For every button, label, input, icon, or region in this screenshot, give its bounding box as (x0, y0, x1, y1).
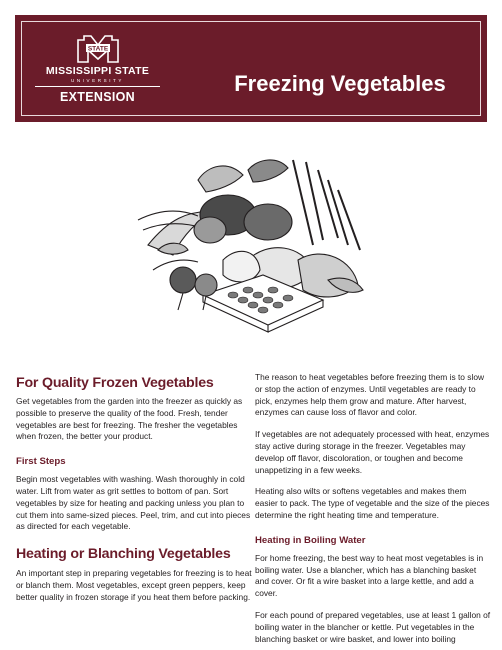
subheading-boiling-water: Heating in Boiling Water (255, 534, 366, 546)
paragraph-heat-processing: If vegetables are not adequately processed with heat, enzymes stay active during storage in the freezer. Vegetables may develop off flavor, discoloration, or toughen and become unappetizing in a few weeks. (255, 429, 490, 475)
header-banner (15, 15, 487, 122)
paragraph-blanching: An important step in preparing vegetables for freezing is to heat or blanch them. Most vegetables, except green peppers, keep better quality in frozen storage if you heat them before packing. (16, 568, 252, 602)
subheading-first-steps: First Steps (16, 456, 66, 468)
paragraph-per-pound: For each pound of prepared vegetables, use at least 1 gallon of boiling water in the blancher or kettle. Put vegetables in the blanching basket or wire basket, and lower into boiling (255, 609, 491, 644)
org-university: UNIVERSITY (70, 78, 124, 83)
msu-m-logo-icon (77, 35, 119, 63)
paragraph-home-freezing: For home freezing, the best way to heat most vegetables is in boiling water. Use a blancher, which has a blanching basket and cover. Or fit a wire basket into a large kettle, and add a cover. (255, 552, 484, 599)
left-column (16, 372, 252, 604)
msu-extension-logo[interactable] (35, 35, 160, 121)
logo-state-text: STATE (87, 45, 109, 53)
vegetable-basket-illustration-icon (128, 150, 378, 350)
section-heading-quality: For Quality Frozen Vegetables (16, 375, 214, 391)
org-division: EXTENSION (60, 90, 135, 104)
logo-divider (35, 86, 160, 87)
paragraph-quality: Get vegetables from the garden into the freezer as quickly as possible to preserve the quality of the food. Fresh, tender vegetables are best for freezing. The fresher the vegetables when frozen, the better your product. (16, 396, 243, 442)
section-heading-blanching: Heating or Blanching Vegetables (16, 546, 231, 563)
right-column (255, 372, 491, 645)
paragraph-wilting: Heating also wilts or softens vegetables and makes them easier to pack. The type of vegetable and the size of the pieces determine the right heating time and temperature. (255, 486, 490, 520)
paragraph-enzymes: The reason to heat vegetables before freezing them is to slow or stop the action of enzymes. Until vegetables are ready to pick, enzymes help them grow and mature. After harvest, enzymes can cause loss of flavor and color. (255, 372, 485, 418)
paragraph-first-steps: Begin most vegetables with washing. Wash thoroughly in cold water. Lift from water as grit settles to bottom of pan. Sort vegetables by size for heating and packing unless you plan to cut them into same-sized pieces. Peel, trim, and cut into pieces as directed for each vegetable. (16, 474, 251, 532)
org-name: MISSISSIPPI STATE (45, 65, 150, 77)
page-title: Freezing Vegetables (234, 71, 446, 96)
